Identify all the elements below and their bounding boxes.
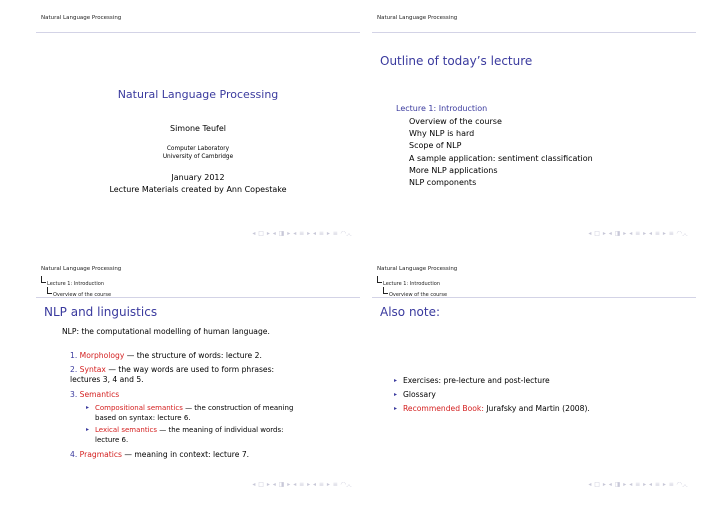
outline-item[interactable]: Overview of the course: [409, 117, 502, 126]
sub-list-item: ▸ Lexical semantics — the meaning of individual words: lecture 6.: [86, 426, 284, 444]
frame-title: Also note:: [380, 305, 441, 319]
bullet-icon: ▸: [86, 404, 90, 411]
outline-item[interactable]: Why NLP is hard: [409, 129, 475, 139]
bullet-icon: ▸: [394, 391, 398, 398]
list-item: 3. Semantics: [70, 390, 120, 399]
outline-item[interactable]: NLP components: [409, 178, 477, 188]
frame-title: Outline of today’s lecture: [380, 54, 533, 68]
list-item: 1. Morphology — the structure of words: lecture 2.: [70, 351, 262, 360]
institution-line1: Computer Laboratory: [166, 146, 230, 152]
navigation-bar[interactable]: ◂ □ ▸ ◂ ◨ ▸ ◂ ≡ ▸ ◂ ≡ ▸ ≡ ◜◝◞◟: [588, 230, 688, 237]
outline-item[interactable]: Scope of NLP: [409, 141, 462, 151]
bullet-icon: ▸: [394, 405, 398, 412]
materials-credit: Lecture Materials created by Ann Copestake: [109, 185, 287, 194]
navigation-bar[interactable]: ◂ □ ▸ ◂ ◨ ▸ ◂ ≡ ▸ ◂ ≡ ▸ ≡ ◜◝◞◟: [588, 481, 688, 488]
bullet-icon: ▸: [86, 426, 90, 433]
outline-item[interactable]: More NLP applications: [409, 165, 498, 175]
header-course-title: Natural Language Processing: [377, 15, 458, 21]
slide-also-note: [372, 263, 696, 498]
navigation-bar[interactable]: ◂ □ ▸ ◂ ◨ ▸ ◂ ≡ ▸ ◂ ≡ ▸ ≡ ◜◝◞◟: [252, 481, 352, 488]
slide-header: [372, 12, 696, 33]
outline-section[interactable]: Lecture 1: Introduction: [396, 104, 488, 113]
slide-header: [36, 263, 360, 298]
bullet-item: ▸ Exercises: pre-lecture and post-lecture: [394, 376, 550, 385]
bullet-item: ▸ Glossary: [394, 390, 436, 399]
list-item: 4. Pragmatics — meaning in context: lecture 7.: [70, 450, 250, 459]
sub-list-item: ▸ Compositional semantics — the construction of meaning based on syntax: lecture 6.: [86, 404, 294, 422]
presentation-date: January 2012: [171, 173, 225, 182]
institution-line2: University of Cambridge: [162, 154, 234, 160]
header-course-title: Natural Language Processing: [377, 266, 458, 272]
bullet-item: ▸ Recommended Book: Jurafsky and Martin (2008).: [394, 404, 590, 413]
header-section: Overview of the course: [383, 287, 447, 298]
slide-header: [372, 263, 696, 298]
navigation-bar[interactable]: ◂ □ ▸ ◂ ◨ ▸ ◂ ≡ ▸ ◂ ≡ ▸ ≡ ◜◝◞◟: [252, 230, 352, 237]
outline-item[interactable]: A sample application: sentiment classification: [409, 153, 593, 163]
header-course-title: Natural Language Processing: [41, 15, 122, 21]
header-lecture: Lecture 1: Introduction: [377, 276, 440, 287]
header-lecture: Lecture 1: Introduction: [41, 276, 104, 287]
presentation-title: Natural Language Processing: [117, 88, 279, 101]
slide-header: [36, 12, 360, 33]
intro-text: NLP: the computational modelling of human language.: [62, 327, 270, 336]
bullet-icon: ▸: [394, 377, 398, 384]
slide-nlp-linguistics: [36, 263, 360, 498]
author-name: Simone Teufel: [169, 124, 226, 133]
outline-list: [409, 116, 593, 189]
slide-outline: [372, 12, 696, 247]
frame-title: NLP and linguistics: [44, 305, 158, 319]
slide-title: [36, 12, 360, 247]
header-course-title: Natural Language Processing: [41, 266, 122, 272]
header-section: Overview of the course: [47, 287, 111, 298]
list-item: 2. Syntax — the way words are used to form phrases: lectures 3, 4 and 5.: [70, 365, 275, 385]
